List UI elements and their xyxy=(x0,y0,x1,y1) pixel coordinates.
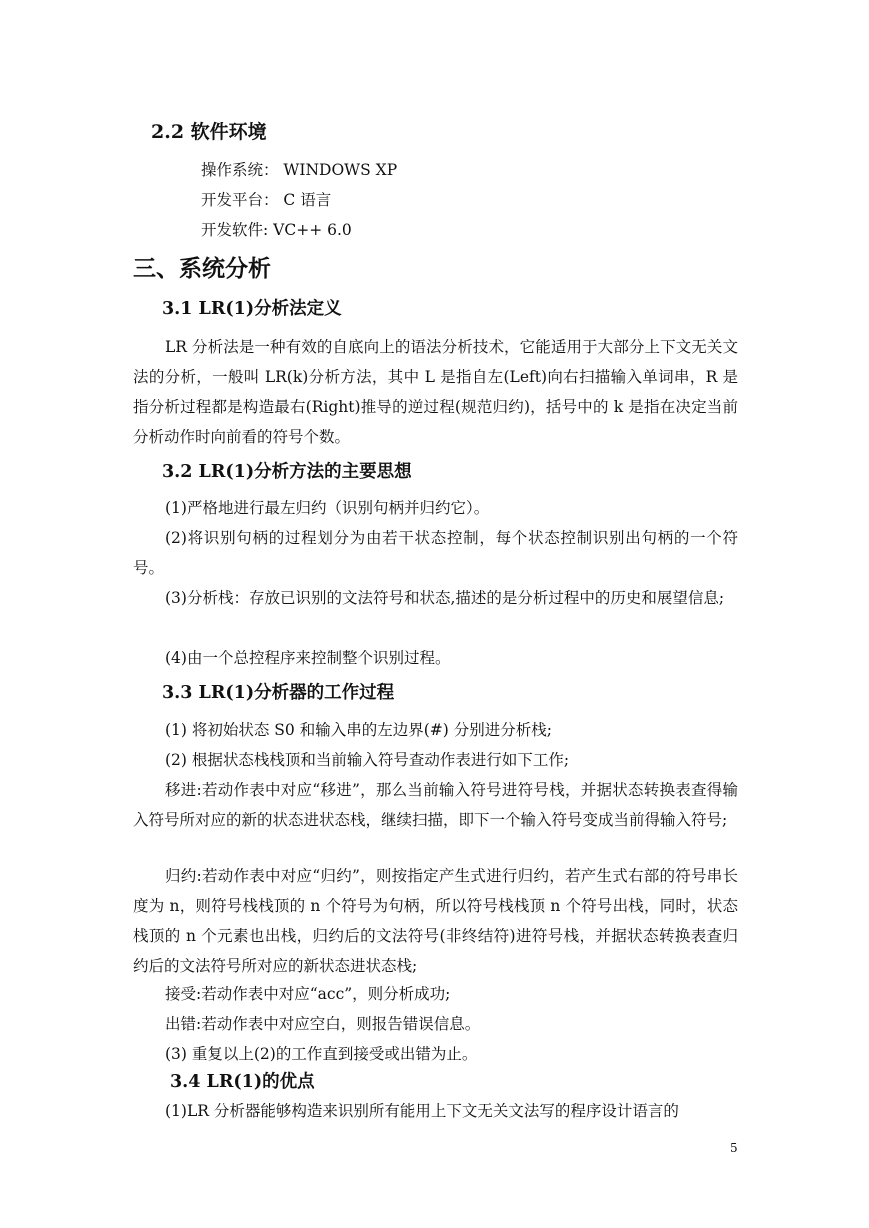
sec33-error: 出错:若动作表中对应空白，则报告错误信息。 xyxy=(165,1015,481,1033)
section-3-1-paragraph: LR 分析法是一种有效的自底向上的语法分析技术，它能适用于大部分上下文无关文法的分析，一般叫 LR(k)分析方法，其中 L 是指自左(Left)向右扫描输入单词串，R 是指分析过程都是构造最右(Right)推导的逆过程(规范归约)，括号中的 k 是指在决定当前分析动作时向前看的符号个数。 xyxy=(133,338,738,446)
sec32-item-4: (4)由一个总控程序来控制整个识别过程。 xyxy=(165,649,451,667)
sec33-step-2: (2) 根据状态栈栈顶和当前输入符号查动作表进行如下工作; xyxy=(165,751,570,769)
section-3-title: 三、系统分析 xyxy=(133,255,271,282)
sec33-reduce: 归约:若动作表中对应“归约”，则按指定产生式进行归约，若产生式右部的符号串长度为 n，则符号栈栈顶的 n 个符号为句柄，所以符号栈栈顶 n 个符号出栈，同时，状态栈顶的 n 个元素也出栈，归约后的文法符号(非终结符)进符号栈，并据状态转换表查归约后的文法符号所对应的新状态进状态栈; xyxy=(133,867,738,975)
sec32-item-1: (1)严格地进行最左归约（识别句柄并归约它）。 xyxy=(165,499,490,517)
section-3-2-title: 3.2 LR(1)分析方法的主要思想 xyxy=(162,462,412,482)
env-software: 开发软件: VC++ 6.0 xyxy=(201,221,352,239)
env-platform: 开发平台： C 语言 xyxy=(201,191,332,209)
sec33-shift: 移进:若动作表中对应“移进”，那么当前输入符号进符号栈，并据状态转换表查得输入符号所对应的新的状态进状态栈，继续扫描，即下一个输入符号变成当前得输入符号; xyxy=(133,781,738,829)
sec33-step-3: (3) 重复以上(2)的工作直到接受或出错为止。 xyxy=(165,1045,478,1063)
section-3-4-title: 3.4 LR(1)的优点 xyxy=(170,1072,315,1092)
sec33-accept: 接受:若动作表中对应“acc”，则分析成功; xyxy=(165,985,451,1003)
section-2-2-title: 2.2 软件环境 xyxy=(151,121,267,143)
sec32-item-2: (2)将识别句柄的过程划分为由若干状态控制，每个状态控制识别出句柄的一个符号。 xyxy=(133,529,738,577)
section-3-1-title: 3.1 LR(1)分析法定义 xyxy=(162,299,342,319)
env-os: 操作系统： WINDOWS XP xyxy=(201,161,398,179)
sec32-item-3: (3)分析栈：存放已识别的文法符号和状态,描述的是分析过程中的历史和展望信息; xyxy=(165,589,725,607)
section-3-3-title: 3.3 LR(1)分析器的工作过程 xyxy=(162,683,395,703)
page-number: 5 xyxy=(730,1141,738,1155)
sec34-item-1: (1)LR 分析器能够构造来识别所有能用上下文无关文法写的程序设计语言的 xyxy=(165,1102,679,1120)
sec33-step-1: (1) 将初始状态 S0 和输入串的左边界(#) 分别进分析栈; xyxy=(165,721,552,739)
